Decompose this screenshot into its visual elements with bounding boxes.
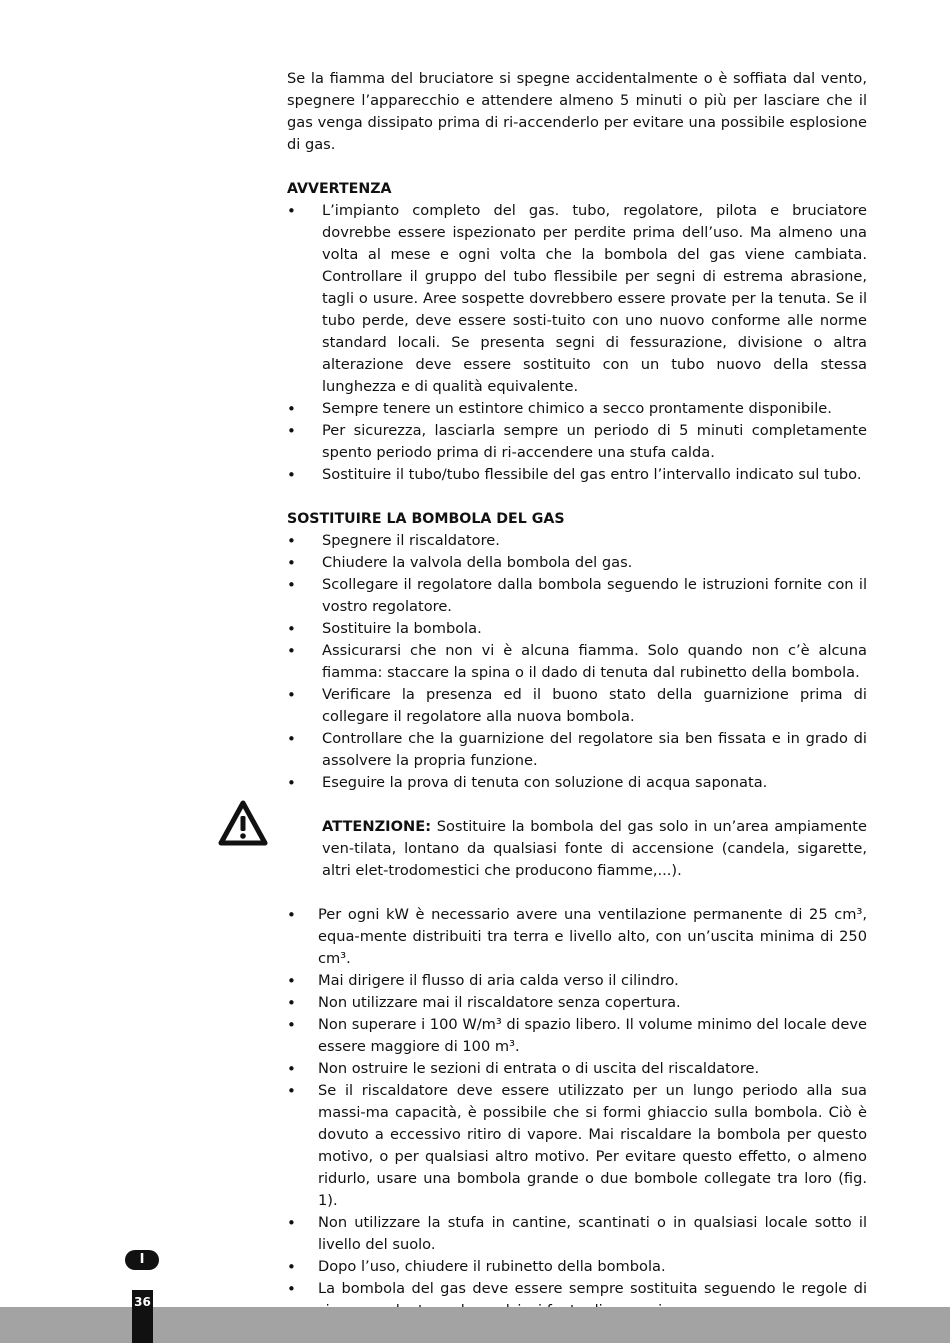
list-item: • Spegnere il riscaldatore.	[287, 530, 867, 552]
list-item: • Eseguire la prova di tenuta con soluzione di acqua saponata.	[287, 772, 867, 794]
list-item: • Per ogni kW è necessario avere una ventilazione permanente di 25 cm³, equa-mente distribuiti tra terra e livello alto, con un’uscita minima di 250 cm³.	[287, 904, 867, 970]
list-item: • Se il riscaldatore deve essere utilizzato per un lungo periodo alla sua massi-ma capacità, è possibile che si formi ghiaccio sulla bombola. Ciò è dovuto a eccessivo ritiro di vapore. Mai riscaldare la bombola per questo motivo, o per qualsiasi altro motivo. Per evitare questo effetto, o almeno ridurlo, usare una bombola grande o due bombole collegate tra loro (fig. 1).	[287, 1080, 867, 1212]
list-item: • L’impianto completo del gas. tubo, regolatore, pilota e bruciatore dovrebbe essere ispezionato per perdite prima dell’uso. Ma almeno una volta al mese e ogni volta che la bombola del gas viene cambiata. Controllare il gruppo del tubo flessibile per segni di estrema abrasione, tagli o usure. Aree sospette dovrebbero essere provate per la tenuta. Se il tubo perde, deve essere sosti-tuito con uno nuovo conforme alle norme standard locali. Se presenta segni di fessurazione, divisione o altra alterazione deve essere sostituito con un tubo nuovo della stessa lunghezza e di qualità equivalente.	[287, 200, 867, 398]
language-badge: I	[125, 1250, 159, 1270]
replace-list	[287, 530, 867, 794]
list-item: • Scollegare il regolatore dalla bombola seguendo le istruzioni fornite con il vostro regolatore.	[287, 574, 867, 618]
list-item: • Sempre tenere un estintore chimico a secco prontamente disponibile.	[287, 398, 867, 420]
replace-heading: SOSTITUIRE LA BOMBOLA DEL GAS	[287, 511, 565, 527]
page-content	[287, 68, 867, 1322]
list-item: • Sostituire la bombola.	[287, 618, 867, 640]
list-item: • Chiudere la valvola della bombola del gas.	[287, 552, 867, 574]
list-item: • Non utilizzare mai il riscaldatore senza copertura.	[287, 992, 867, 1014]
page-number: 36	[132, 1290, 153, 1343]
list-item: • Dopo l’uso, chiudere il rubinetto della bombola.	[287, 1256, 867, 1278]
attention-note	[287, 816, 867, 882]
list-item: • Per sicurezza, lasciarla sempre un periodo di 5 minuti completamente spento periodo prima di ri-accendere una stufa calda.	[287, 420, 867, 464]
list-item: • Non utilizzare la stufa in cantine, scantinati o in qualsiasi locale sotto il livello del suolo.	[287, 1212, 867, 1256]
intro-paragraph: Se la fiamma del bruciatore si spegne accidentalmente o è soffiata dal vento, spegnere l’apparecchio e attendere almeno 5 minuti o più per lasciare che il gas venga dissipato prima di ri-accenderlo per evitare una possibile esplosione di gas.	[287, 70, 867, 153]
warning-list	[287, 200, 867, 486]
warning-triangle-icon	[218, 800, 268, 846]
attention-text: Sostituire la bombola del gas solo in un’area ampiamente ven-tilata, lontano da qualsiasi fonte di accensione (candela, sigarette, altri elet-trodomestici che producono fiamme,...).	[322, 818, 867, 879]
general-list	[287, 904, 867, 1322]
attention-label: ATTENZIONE:	[322, 818, 432, 835]
list-item: • Sostituire il tubo/tubo flessibile del gas entro l’intervallo indicato sul tubo.	[287, 464, 867, 486]
list-item: • La bombola del gas deve essere sempre sostituita seguendo le regole di	[287, 1278, 867, 1322]
list-item: • Non superare i 100 W/m³ di spazio libero. Il volume minimo del locale deve essere maggiore di 100 m³.	[287, 1014, 867, 1058]
list-item: • Assicurarsi che non vi è alcuna fiamma. Solo quando non c’è alcuna fiamma: staccare la spina o il dado di tenuta dal rubinetto della bombola.	[287, 640, 867, 684]
list-item: • Non ostruire le sezioni di entrata o di uscita del riscaldatore.	[287, 1058, 867, 1080]
list-item: • Mai dirigere il flusso di aria calda verso il cilindro.	[287, 970, 867, 992]
warning-heading: AVVERTENZA	[287, 181, 392, 197]
list-item: • Controllare che la guarnizione del regolatore sia ben fissata e in grado di assolvere la propria funzione.	[287, 728, 867, 772]
list-item: • Verificare la presenza ed il buono stato della guarnizione prima di collegare il regolatore alla nuova bombola.	[287, 684, 867, 728]
